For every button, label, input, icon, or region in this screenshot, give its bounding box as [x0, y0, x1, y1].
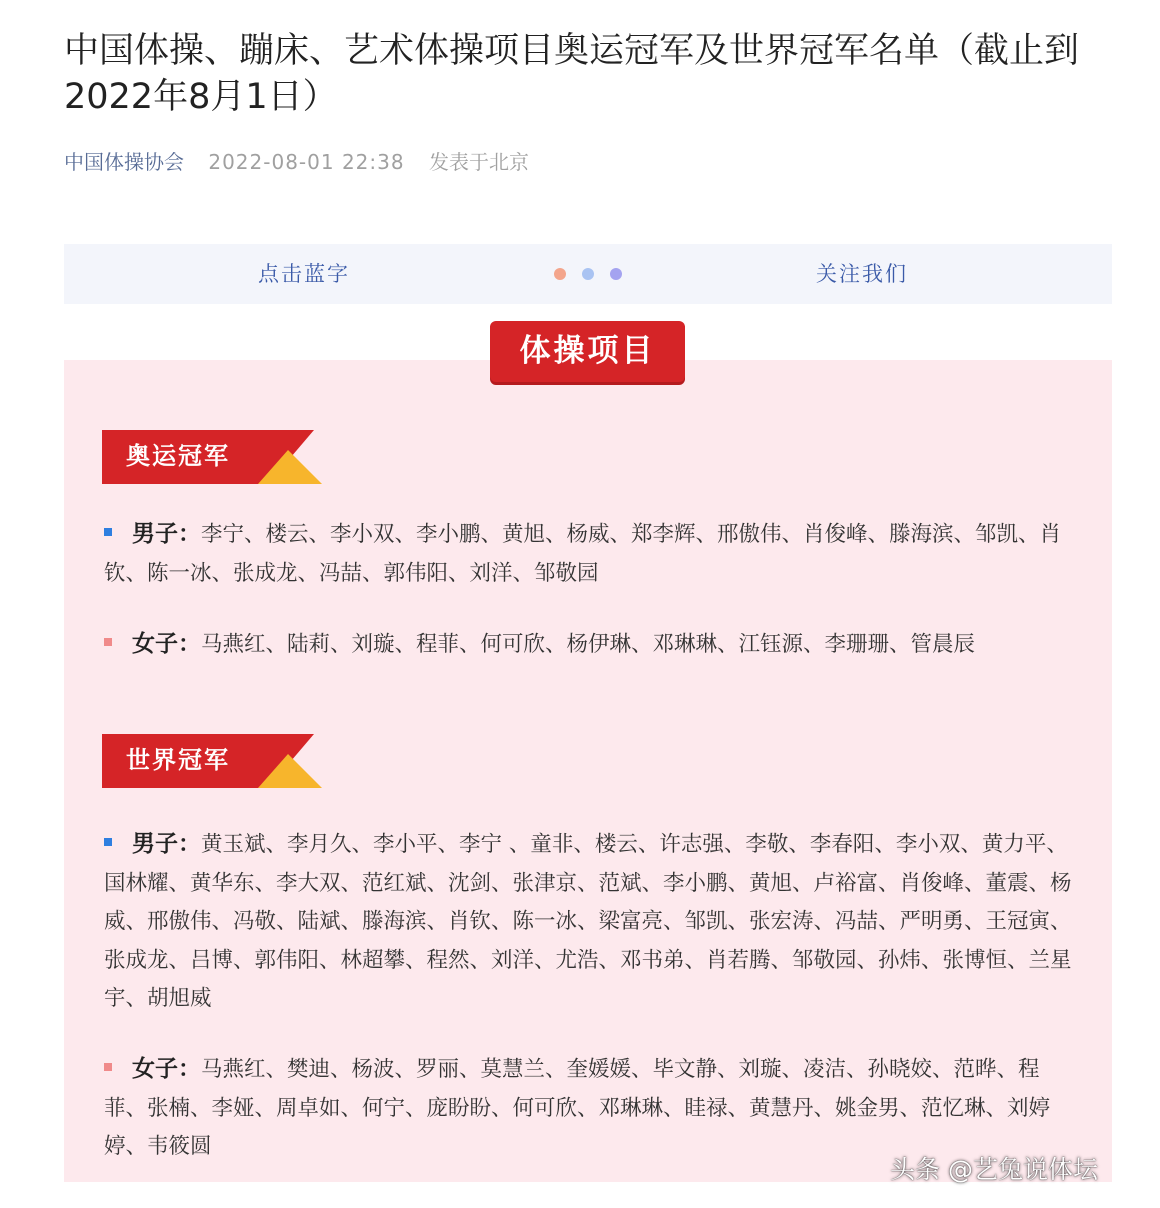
publish-location: 发表于北京	[428, 150, 529, 174]
follow-banner-right-text: 关注我们	[816, 262, 908, 286]
world-women-label: 女子：	[132, 1056, 201, 1082]
watermark: 头条 @艺兔说体坛	[890, 1155, 1098, 1184]
article-meta	[64, 146, 529, 178]
square-bullet-icon	[104, 1063, 112, 1071]
world-men-list	[104, 825, 1076, 1019]
olympic-women-list	[104, 625, 1076, 665]
world-heading: 世界冠军	[126, 746, 230, 774]
olympic-heading: 奥运冠军	[126, 442, 230, 470]
olympic-men-label: 男子：	[132, 521, 201, 547]
article-title: 中国体操、蹦床、艺术体操项目奥运冠军及世界冠军名单（截止到2022年8月1日）	[64, 31, 1080, 117]
dot-icon	[554, 268, 566, 280]
olympic-women-names: 马燕红、陆莉、刘璇、程菲、何可欣、杨伊琳、邓琳琳、江钰源、李珊珊、管晨辰	[201, 632, 976, 657]
author-link[interactable]: 中国体操协会	[64, 150, 184, 174]
world-women-names: 马燕红、樊迪、杨波、罗丽、莫慧兰、奎媛媛、毕文静、刘璇、凌洁、孙晓姣、范晔、程菲、张楠、李娅、周卓如、何宁、庞盼盼、何可欣、邓琳琳、眭禄、黄慧丹、姚金男、范忆琳、刘婷婷、韦筱圆	[104, 1057, 1051, 1159]
square-bullet-icon	[104, 838, 112, 846]
follow-banner-left-text: 点击蓝字	[258, 262, 350, 286]
world-men-label: 男子：	[132, 831, 201, 857]
world-heading-ribbon	[102, 734, 322, 788]
follow-banner[interactable]	[64, 244, 1112, 304]
olympic-women-label: 女子：	[132, 631, 201, 657]
dot-icon	[582, 268, 594, 280]
square-bullet-icon	[104, 528, 112, 536]
olympic-men-names: 李宁、楼云、李小双、李小鹏、黄旭、杨威、郑李辉、邢傲伟、肖俊峰、滕海滨、邹凯、肖钦、陈一冰、张成龙、冯喆、郭伟阳、刘洋、邹敬园	[104, 522, 1062, 586]
publish-time: 2022-08-01 22:38	[208, 150, 405, 174]
section-title-badge: 体操项目	[490, 321, 685, 382]
follow-banner-dots	[554, 268, 622, 280]
square-bullet-icon	[104, 638, 112, 646]
olympic-heading-ribbon	[102, 430, 322, 484]
world-men-names: 黄玉斌、李月久、李小平、李宁 、童非、楼云、许志强、李敬、李春阳、李小双、黄力平、国林耀、黄华东、李大双、范红斌、沈剑、张津京、范斌、李小鹏、黄旭、卢裕富、肖俊峰、董震、杨威、邢傲伟、冯敬、陆斌、滕海滨、肖钦、陈一冰、梁富亮、邹凯、张宏涛、冯喆、严明勇、王冠寅、张成龙、吕博、郭伟阳、林超攀、程然、刘洋、尤浩、邓书弟、肖若腾、邹敬园、孙炜、张博恒、兰星宇、胡旭威	[104, 832, 1072, 1011]
olympic-men-list	[104, 515, 1076, 593]
dot-icon	[610, 268, 622, 280]
